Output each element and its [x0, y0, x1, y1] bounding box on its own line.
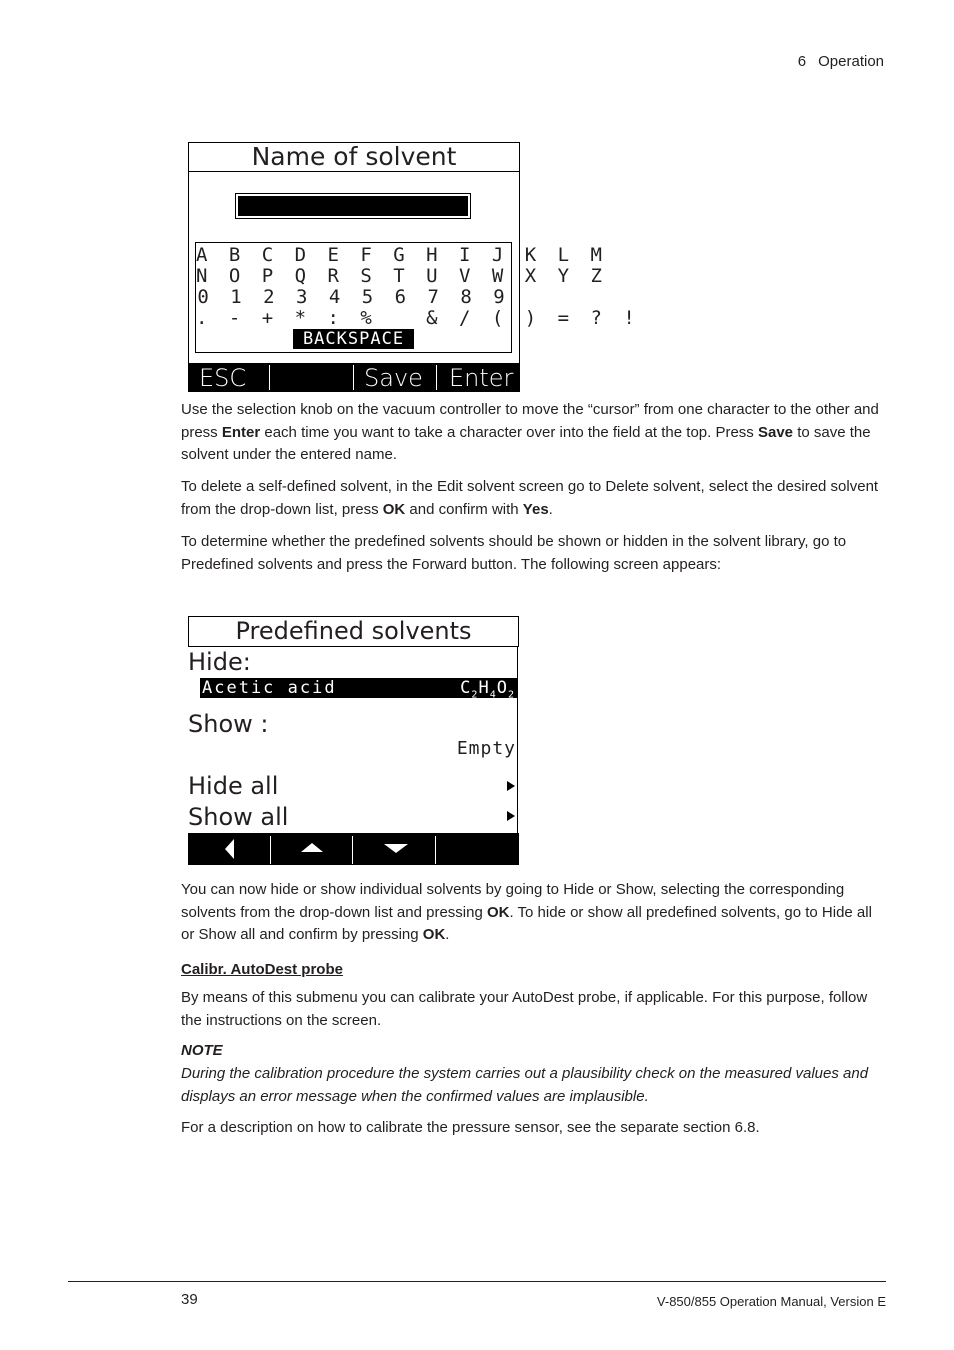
- formula-element: O: [496, 678, 508, 698]
- back-arrow-icon[interactable]: [225, 839, 234, 859]
- hide-all-item[interactable]: Hide all: [188, 772, 279, 800]
- manual-title: V-850/855 Operation Manual, Version E: [656, 1294, 886, 1309]
- show-label: Show :: [188, 710, 269, 738]
- bold-text: OK: [422, 926, 446, 943]
- note-text: During the calibration procedure the system carries out a plausibility check on the measured values and displays an error message when the confirmed values are implausible.: [181, 1065, 869, 1105]
- section-number: 6: [797, 53, 807, 70]
- section-title: Operation: [818, 53, 884, 70]
- paragraph-predefined-solvents: To determine whether the predefined solvents should be shown or hidden in the solvent library, go to Predefined solvents and press the Forward button. The following screen appears:: [181, 533, 847, 573]
- save-button[interactable]: Save: [364, 364, 423, 392]
- screen-title: Name of solvent: [188, 142, 520, 172]
- note-title: NOTE: [181, 1042, 223, 1059]
- footer-divider: [353, 365, 354, 390]
- screen-footer: [188, 363, 520, 392]
- page-header: [798, 53, 884, 70]
- selected-solvent: Acetic acid: [202, 678, 337, 698]
- esc-button[interactable]: ESC: [199, 364, 247, 392]
- text: and confirm with: [405, 500, 523, 518]
- formula-element: C: [460, 678, 472, 698]
- formula-subscript: 2: [471, 689, 479, 701]
- forward-arrow-icon: [507, 781, 515, 791]
- hide-label: Hide:: [188, 648, 251, 676]
- page-number: 39: [181, 1291, 198, 1308]
- keyboard-row-letters-1[interactable]: A B C D E F G H I J K L M: [196, 244, 607, 266]
- text: Use the selection knob on the vacuum controller to move the “cursor” from one character to the other and press: [181, 401, 879, 441]
- forward-arrow-icon: [507, 811, 515, 821]
- text: You can now hide or show individual solvents by going to Hide or Show, selecting the corresponding solvents from the drop-down list and pressing: [181, 881, 845, 921]
- formula-subscript: 2: [507, 689, 515, 701]
- text: each time you want to take a character over into the field at the top. Press: [260, 423, 758, 441]
- screen-footer: [188, 833, 519, 865]
- footer-divider: [270, 836, 271, 864]
- footer-divider: [352, 836, 353, 864]
- footer-divider: [269, 365, 270, 390]
- hide-solvent-dropdown[interactable]: [200, 678, 517, 701]
- bold-text: Yes: [522, 500, 549, 518]
- paragraph-pressure-sensor: For a description on how to calibrate the pressure sensor, see the separate section 6.8.: [181, 1119, 760, 1136]
- predefined-solvents-screen: [188, 616, 519, 865]
- paragraph-hide-show: [181, 879, 887, 947]
- show-all-item[interactable]: Show all: [188, 803, 289, 831]
- bold-text: OK: [382, 500, 406, 518]
- footer-divider: [435, 836, 436, 864]
- text: .: [445, 926, 450, 943]
- keyboard-row-symbols[interactable]: . - + * : % & / ( ) = ? !: [196, 307, 640, 329]
- down-arrow-icon[interactable]: [384, 844, 408, 853]
- screen-title: Predefined solvents: [188, 616, 519, 647]
- section-heading: Calibr. AutoDest probe: [181, 961, 343, 978]
- text: . To hide or show all predefined solvents, go to Hide all or Show all and confirm by pressing: [181, 903, 872, 943]
- screen-body: [188, 171, 640, 363]
- paragraph-autodest: By means of this submenu you can calibrate your AutoDest probe, if applicable. For this purpose, follow the instructions on the screen.: [181, 989, 868, 1029]
- character-keyboard[interactable]: [195, 242, 640, 353]
- text: to save the solvent under the entered name.: [181, 423, 871, 463]
- keyboard-row-digits[interactable]: 0 1 2 3 4 5 6 7 8 9: [197, 286, 510, 308]
- formula-subscript: 4: [489, 689, 497, 701]
- name-of-solvent-screen: [188, 142, 640, 392]
- screen-body: [188, 646, 518, 833]
- keyboard-row-letters-2[interactable]: N O P Q R S T U V W X Y Z: [196, 265, 607, 287]
- footer-divider-line: [68, 1281, 886, 1282]
- show-solvent-dropdown[interactable]: Empty: [456, 738, 516, 759]
- paragraph-delete-solvent: [181, 476, 887, 521]
- enter-button[interactable]: Enter: [449, 364, 514, 392]
- bold-text: Enter: [221, 423, 261, 441]
- backspace-key[interactable]: BACKSPACE: [293, 329, 414, 349]
- text: .: [548, 500, 553, 518]
- footer-divider: [436, 365, 437, 390]
- paragraph-cursor-instructions: [181, 399, 887, 467]
- bold-text: Save: [757, 423, 794, 441]
- formula-element: H: [478, 678, 490, 698]
- bold-text: OK: [486, 903, 510, 921]
- solvent-formula: [460, 678, 515, 705]
- solvent-name-field[interactable]: [235, 193, 471, 219]
- text: To delete a self-defined solvent, in the Edit solvent screen go to Delete solvent, select the desired solvent from the drop-down list, press: [181, 478, 879, 518]
- up-arrow-icon[interactable]: [301, 843, 323, 852]
